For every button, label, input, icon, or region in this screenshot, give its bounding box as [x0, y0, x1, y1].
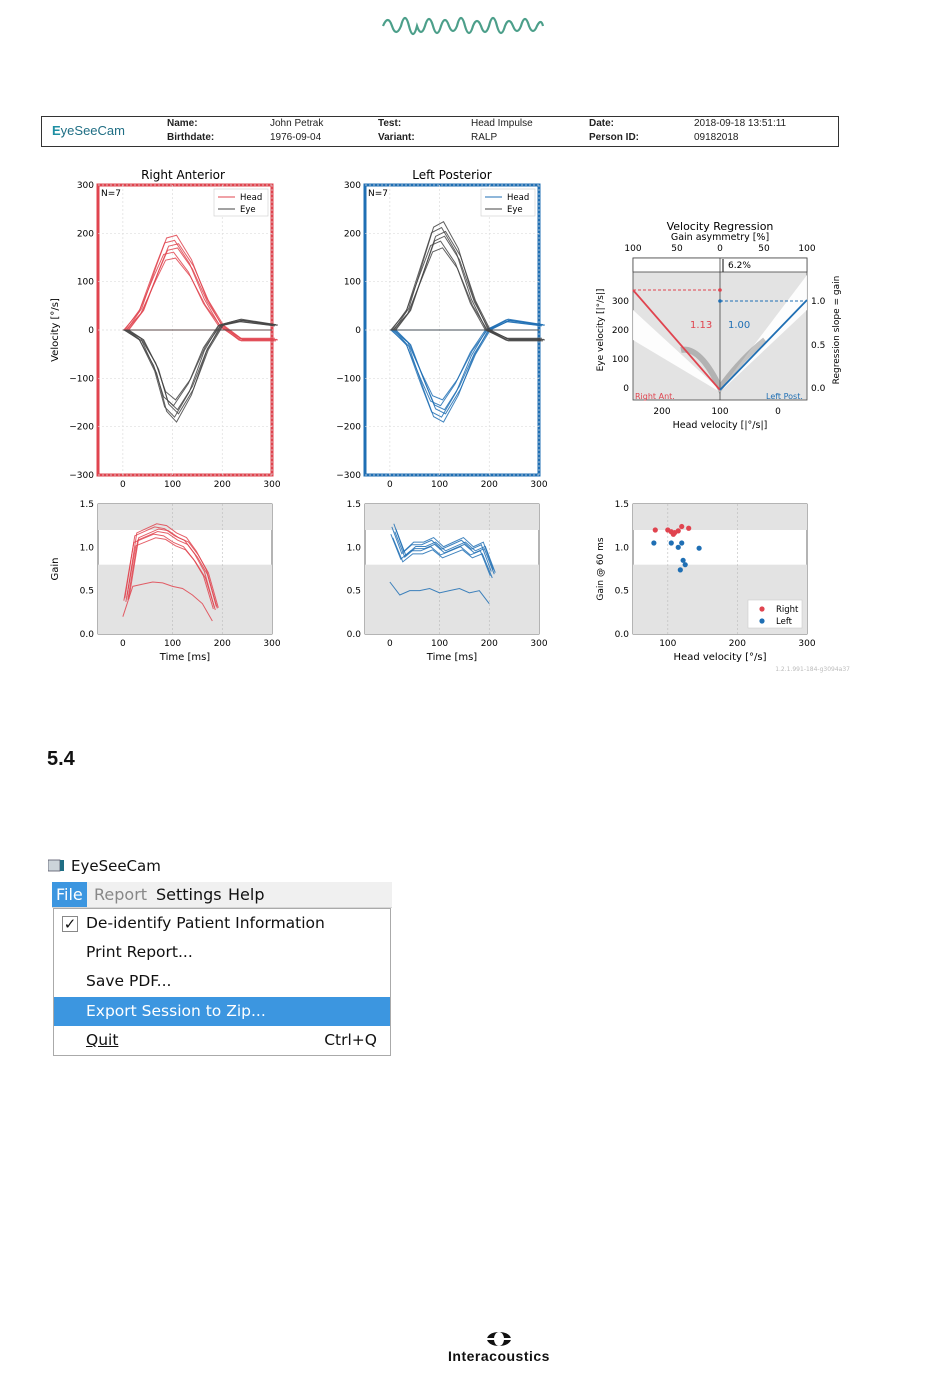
title-bar [47, 854, 392, 878]
y-tick-label: 0 [623, 384, 629, 394]
person-id-label: Person ID: [589, 132, 640, 143]
legend [748, 600, 802, 628]
x-tick-label: 0 [119, 480, 126, 490]
menu-item-export-zip[interactable] [54, 997, 390, 1026]
point-right [676, 528, 681, 533]
x-axis-label: Head velocity [|°/s|] [672, 420, 768, 431]
y-tick-label: −100 [69, 374, 94, 385]
menu-item-label: Save PDF... [86, 972, 172, 990]
report-plots [40, 160, 860, 680]
menu-item-label: Print Report... [86, 943, 193, 961]
test-label: Test: [378, 118, 402, 129]
y-tick-label: 0 [355, 326, 361, 336]
legend-head: Head [507, 193, 530, 203]
menu-file[interactable]: File [52, 882, 87, 907]
y-tick-label: 100 [611, 355, 629, 365]
legend-left: Left [776, 617, 792, 627]
count-annotation: N=7 [101, 189, 121, 199]
y-tick-label: 0.5 [346, 586, 361, 597]
eyeseecam-logo: EyeSeeCam [52, 123, 125, 138]
y-tick-label: 200 [76, 229, 94, 240]
top-tick-label: 50 [758, 244, 770, 254]
x-tick-label: 100 [163, 639, 182, 649]
interacoustics-icon [432, 1330, 566, 1348]
x-tick-label: 0 [386, 639, 393, 649]
app-icon [48, 859, 65, 872]
x-tick-label: 200 [728, 639, 746, 649]
date-value: 2018-09-18 13:51:11 [694, 118, 787, 129]
menu-item-label: Export Session to Zip... [86, 1002, 266, 1020]
birthdate-label: Birthdate: [167, 132, 215, 143]
version-label: 1.2.1.991-184-g3094a37 [775, 666, 850, 673]
variant-value: RALP [471, 132, 498, 143]
x-tick-label: 100 [430, 639, 449, 649]
y-tick-label: 200 [343, 229, 361, 240]
x-tick-label: 300 [798, 639, 816, 649]
y-tick-label: −200 [336, 422, 361, 433]
asymmetry-value: 6.2% [728, 261, 751, 271]
legend-head: Head [240, 193, 263, 203]
interacoustics-logo [432, 1330, 566, 1366]
x-tick-label: 300 [530, 480, 548, 490]
point-left [697, 546, 702, 551]
x-axis-label: Time [ms] [426, 652, 478, 663]
x-tick-label: 200 [213, 480, 231, 490]
x-tick-label: 300 [263, 639, 281, 649]
gain-scatter-panel [596, 500, 850, 673]
top-tick-label: 50 [671, 244, 683, 254]
menu-help[interactable]: Help [228, 885, 265, 904]
top-tick-label: 100 [624, 244, 642, 254]
legend [214, 189, 268, 216]
menu-item-label: De-identify Patient Information [86, 914, 325, 932]
y-tick-label: 1.5 [79, 500, 94, 510]
menu-report[interactable]: Report [94, 885, 148, 904]
chart-subtitle: Gain asymmetry [%] [670, 232, 770, 243]
left-gain-panel [347, 500, 548, 663]
y-tick-label: 1.0 [346, 543, 361, 554]
y-tick-label: −300 [336, 471, 361, 481]
x-tick-label: 200 [213, 639, 231, 649]
point-left [669, 540, 674, 545]
y-tick-label: 0.5 [79, 586, 94, 597]
region-right-label: Right Ant. [635, 392, 675, 401]
point-left [679, 540, 684, 545]
x-tick-label: 200 [480, 639, 498, 649]
y-tick-label: 1.0 [79, 543, 94, 554]
top-tick-label: 100 [798, 244, 816, 254]
variant-label: Variant: [378, 132, 415, 143]
y-tick-label: 300 [611, 297, 629, 307]
file-dropdown-menu [53, 908, 391, 1056]
y2-axis-label: Regression slope = gain [832, 275, 842, 385]
y-tick-label: 0.0 [346, 630, 361, 640]
region-left-label: Left Post. [766, 392, 803, 401]
point-left [676, 545, 681, 550]
app-window [47, 854, 392, 1059]
y-tick-label: 0 [88, 326, 94, 336]
chart-title: Left Posterior [412, 168, 492, 182]
menu-item-label: Quit [86, 1031, 119, 1049]
point-left [678, 567, 683, 572]
x-tick-label: 300 [530, 639, 548, 649]
y2-tick-label: 0.0 [811, 384, 826, 394]
y-axis-label: Eye velocity [|°/s|] [596, 288, 606, 372]
menu-item-save-pdf[interactable] [54, 967, 390, 996]
x-tick-label: 100 [659, 639, 677, 649]
y-axis-label: Gain [50, 557, 61, 581]
y2-tick-label: 1.0 [811, 297, 826, 307]
x-tick-label: 200 [653, 407, 671, 417]
chart-title: Velocity Regression [666, 220, 774, 233]
menu-item-deidentify[interactable] [54, 909, 390, 938]
menu-item-quit[interactable] [54, 1026, 390, 1055]
y2-tick-label: 0.5 [811, 341, 826, 351]
legend-eye: Eye [240, 205, 256, 215]
y-tick-label: −300 [69, 471, 94, 481]
velocity-regression-panel [596, 220, 842, 431]
y-tick-label: −100 [336, 374, 361, 385]
y-tick-label: 300 [76, 181, 94, 191]
brand-name: Interacoustics [448, 1348, 550, 1364]
y-tick-label: 0.0 [614, 630, 629, 640]
wave-logo-icon [380, 8, 545, 44]
point-right [679, 524, 684, 529]
menu-bar [52, 882, 392, 908]
right-anterior-panel [50, 168, 281, 490]
date-label: Date: [589, 118, 615, 129]
x-tick-label: 100 [711, 407, 729, 417]
x-tick-label: 200 [480, 480, 498, 490]
y-tick-label: 0.0 [79, 630, 94, 640]
test-value: Head Impulse [471, 118, 533, 129]
legend-eye: Eye [507, 205, 523, 215]
y-tick-label: 200 [611, 326, 629, 336]
point-right [686, 526, 691, 531]
count-annotation: N=7 [368, 189, 388, 199]
person-id-value: 09182018 [694, 132, 739, 143]
y-tick-label: 100 [343, 277, 361, 288]
gain-left-value: 1.00 [728, 320, 751, 331]
point-left [651, 540, 656, 545]
x-axis-label: Time [ms] [159, 652, 211, 663]
name-value: John Petrak [270, 118, 324, 129]
legend-right: Right [776, 605, 799, 615]
patient-header [41, 116, 839, 147]
x-tick-label: 0 [386, 480, 393, 490]
checkmark-icon[interactable]: ✓ [63, 915, 77, 933]
window-title: EyeSeeCam [71, 857, 161, 875]
y-tick-label: 300 [343, 181, 361, 191]
legend [481, 189, 535, 216]
menu-settings[interactable]: Settings [156, 885, 222, 904]
y-tick-label: −200 [69, 422, 94, 433]
menu-item-print-report[interactable] [54, 938, 390, 967]
name-label: Name: [167, 118, 198, 129]
x-axis-label: Head velocity [°/s] [673, 652, 767, 663]
y-tick-label: 1.5 [614, 500, 629, 510]
x-tick-label: 100 [430, 480, 449, 490]
top-tick-label: 0 [717, 244, 723, 254]
x-tick-label: 300 [263, 480, 281, 490]
y-tick-label: 100 [76, 277, 94, 288]
point-right [653, 527, 658, 532]
y-tick-label: 1.0 [614, 543, 629, 554]
gain-bands [365, 504, 539, 634]
y-tick-label: 0.5 [614, 586, 629, 597]
right-gain-panel [50, 500, 281, 663]
chart-title: Right Anterior [141, 168, 225, 182]
y-axis-label: Gain @ 60 ms [596, 537, 606, 601]
menu-item-shortcut: Ctrl+Q [324, 1031, 377, 1049]
x-tick-label: 100 [163, 480, 182, 490]
gain-bands [98, 504, 272, 634]
left-posterior-panel [336, 168, 548, 490]
x-tick-label: 0 [119, 639, 126, 649]
section-number: 5.4 [47, 748, 75, 770]
point-left [683, 562, 688, 567]
x-tick-label: 0 [775, 407, 781, 417]
gain-right-value: 1.13 [690, 320, 713, 331]
y-axis-label: Velocity [°/s] [50, 298, 61, 362]
y-tick-label: 1.5 [346, 500, 361, 510]
birthdate-value: 1976-09-04 [270, 132, 322, 143]
